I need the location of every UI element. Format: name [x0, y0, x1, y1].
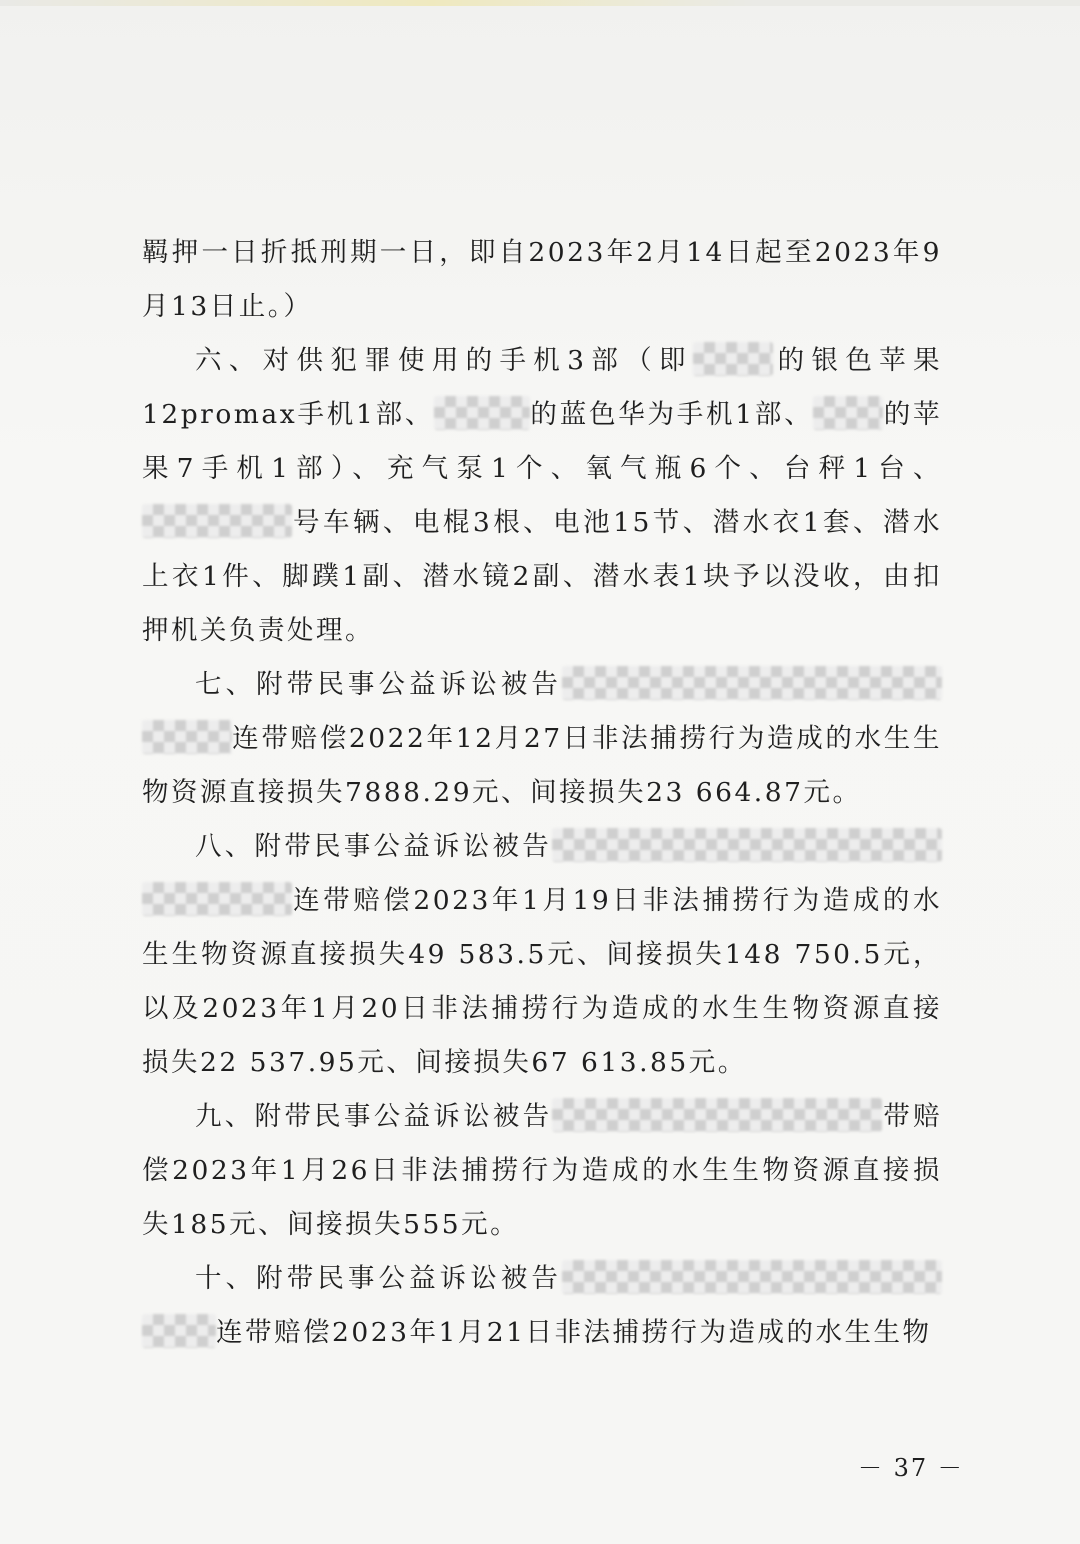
redaction-mask — [693, 342, 773, 376]
paragraph-text: 号车辆、电棍3根、电池15节、潜水衣1套、潜水上衣1件、脚蹼1副、潜水镜2副、潜水表1块予以没收，由扣押机关负责处理。 — [142, 507, 942, 646]
redaction-mask — [552, 1098, 882, 1132]
paragraph-text: 带赔偿2023年1月26日非法捕捞行为造成的水生生物资源直接损失185元、间接损失555元。 — [142, 1101, 943, 1240]
redaction-mask — [562, 1260, 942, 1294]
paragraph — [142, 226, 942, 334]
paragraph-text: 连带赔偿2023年1月21日非法捕捞行为造成的水生生物 — [216, 1317, 932, 1348]
paragraph-text: 连带赔偿2023年1月19日非法捕捞行为造成的水生生物资源直接损失49 583.5元、间接损失148 750.5元，以及2023年1月20日非法捕捞行为造成的水生生物资源直接损失22 537.95元、间接损失67 613.85元。 — [142, 885, 942, 1078]
paragraph-text: 八、附带民事公益诉讼被告 — [195, 831, 552, 862]
paragraph — [142, 658, 942, 820]
paragraph — [142, 820, 942, 1090]
scan-edge — [0, 0, 1080, 6]
redaction-mask — [142, 720, 232, 754]
paragraph-text: 羁押一日折抵刑期一日，即自2023年2月14日起至2023年9月13日止。） — [142, 237, 942, 322]
redaction-mask — [142, 1314, 216, 1348]
paragraph — [142, 334, 942, 658]
document-body — [142, 226, 942, 1360]
redaction-mask — [434, 396, 530, 430]
page-number: － 37 － — [858, 1454, 964, 1482]
redaction-mask — [552, 828, 942, 862]
redaction-mask — [813, 396, 883, 430]
paragraph-text: 的苹果7手机1部）、充气泵1个、氧气瓶6个、台秤1台、 — [142, 399, 943, 484]
paragraph-text: 六、对供犯罪使用的手机3部（即 — [195, 345, 693, 376]
paragraph — [142, 1090, 942, 1252]
paragraph-text: 九、附带民事公益诉讼被告 — [195, 1101, 553, 1132]
paragraph-text: 的银色苹果12promax手机1部、 — [142, 345, 943, 430]
redaction-mask — [142, 504, 292, 538]
paragraph-text: 七、附带民事公益诉讼被告 — [195, 669, 562, 700]
redaction-mask — [142, 882, 292, 916]
redaction-mask — [562, 666, 942, 700]
paragraph-text: 十、附带民事公益诉讼被告 — [195, 1263, 562, 1294]
paragraph — [142, 1252, 942, 1360]
paragraph-text: 的蓝色华为手机1部、 — [530, 399, 814, 430]
paragraph-text: 连带赔偿2022年12月27日非法捕捞行为造成的水生生物资源直接损失7888.29元、间接损失23 664.87元。 — [142, 723, 942, 808]
